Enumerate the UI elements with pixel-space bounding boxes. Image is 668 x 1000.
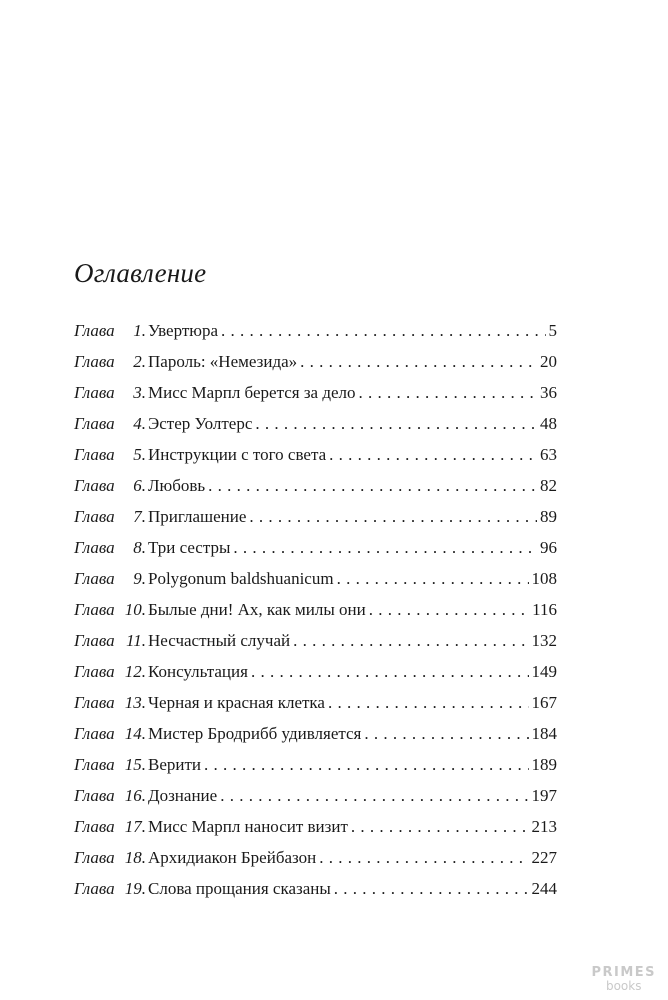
dot-leader (233, 532, 537, 563)
toc-entry (74, 408, 557, 439)
chapter-title: Слова прощания сказаны (148, 879, 331, 898)
chapter-number: 9. (133, 569, 146, 588)
chapter-label (74, 718, 148, 749)
chapter-word: Глава (74, 445, 115, 464)
chapter-label (74, 408, 148, 439)
page-number: 132 (531, 631, 557, 650)
chapter-word: Глава (74, 879, 115, 898)
toc-entry (74, 501, 557, 532)
chapter-number: 11. (126, 631, 146, 650)
dot-leader (337, 563, 529, 594)
toc-entry (74, 780, 557, 811)
chapter-title: Былые дни! Ах, как милы они (148, 600, 366, 619)
page-number: 227 (531, 848, 557, 867)
chapter-number: 7. (133, 507, 146, 526)
page-number: 20 (540, 352, 557, 371)
chapter-title: Любовь (148, 476, 206, 495)
toc-entry (74, 749, 557, 780)
chapter-number: 5. (133, 445, 146, 464)
chapter-title: Три сестры (148, 538, 231, 557)
dot-leader (300, 346, 537, 377)
chapter-number: 2. (133, 352, 146, 371)
dot-leader (251, 656, 529, 687)
chapter-word: Глава (74, 414, 115, 433)
page-number: 48 (540, 414, 557, 433)
chapter-word: Глава (74, 724, 115, 743)
page-number: 149 (531, 662, 557, 681)
chapter-word: Глава (74, 662, 115, 681)
chapter-title: Polygonum baldshuanicum (148, 569, 334, 588)
dot-leader (328, 687, 529, 718)
chapter-number: 8. (133, 538, 146, 557)
chapter-label (74, 687, 148, 718)
chapter-number: 16. (124, 786, 146, 805)
chapter-word: Глава (74, 383, 115, 402)
dot-leader (364, 718, 528, 749)
page-number: 108 (531, 569, 557, 588)
toc-entry (74, 718, 557, 749)
dot-leader (319, 842, 528, 873)
chapter-label (74, 656, 148, 687)
dot-leader (334, 873, 529, 904)
chapter-label (74, 563, 148, 594)
chapter-title: Дознание (148, 786, 218, 805)
chapter-number: 14. (124, 724, 146, 743)
chapter-label (74, 346, 148, 377)
toc-entry (74, 315, 557, 346)
chapter-label (74, 532, 148, 563)
chapter-title: Инструкции с того света (148, 445, 327, 464)
page-number: 82 (540, 476, 557, 495)
chapter-number: 4. (133, 414, 146, 433)
toc-entry (74, 439, 557, 470)
dot-leader (221, 315, 545, 346)
chapter-number: 17. (124, 817, 146, 836)
toc-entry (74, 873, 557, 904)
watermark-line2: books (605, 979, 642, 993)
toc-entry (74, 656, 557, 687)
chapter-title: Архидиакон Брейбазон (148, 848, 317, 867)
chapter-title: Увертюра (148, 321, 219, 340)
chapter-word: Глава (74, 476, 115, 495)
page-number: 167 (531, 693, 557, 712)
chapter-label (74, 749, 148, 780)
chapter-label (74, 470, 148, 501)
chapter-title: Мистер Бродрибб удивляется (148, 724, 362, 743)
chapter-title: Мисс Марпл наносит визит (148, 817, 348, 836)
chapter-word: Глава (74, 755, 115, 774)
chapter-word: Глава (74, 631, 115, 650)
page-number: 189 (531, 755, 557, 774)
dot-leader (359, 377, 537, 408)
chapter-title: Черная и красная клетка (148, 693, 325, 712)
chapter-label (74, 842, 148, 873)
chapter-number: 3. (133, 383, 146, 402)
chapter-word: Глава (74, 507, 115, 526)
chapter-label (74, 439, 148, 470)
table-of-contents (74, 315, 557, 904)
chapter-title: Эстер Уолтерс (148, 414, 253, 433)
page-number: 5 (548, 321, 557, 340)
dot-leader (351, 811, 529, 842)
toc-entry (74, 346, 557, 377)
dot-leader (255, 408, 537, 439)
toc-entry (74, 594, 557, 625)
chapter-number: 18. (124, 848, 146, 867)
chapter-label (74, 315, 148, 346)
chapter-title: Приглашение (148, 507, 247, 526)
page-number: 63 (540, 445, 557, 464)
chapter-word: Глава (74, 817, 115, 836)
chapter-label (74, 625, 148, 656)
chapter-word: Глава (74, 538, 115, 557)
chapter-label (74, 377, 148, 408)
chapter-word: Глава (74, 321, 115, 340)
page-number: 116 (532, 600, 557, 619)
toc-entry (74, 687, 557, 718)
chapter-number: 6. (133, 476, 146, 495)
chapter-label (74, 501, 148, 532)
dot-leader (208, 470, 537, 501)
page-title: Оглавление (74, 258, 207, 288)
toc-entry (74, 470, 557, 501)
page-number: 96 (540, 538, 557, 557)
page-number: 184 (531, 724, 557, 743)
chapter-word: Глава (74, 600, 115, 619)
dot-leader (204, 749, 528, 780)
chapter-title: Консультация (148, 662, 248, 681)
page-number: 244 (531, 879, 557, 898)
chapter-number: 12. (124, 662, 146, 681)
chapter-label (74, 780, 148, 811)
watermark-line1: PRIMES (591, 965, 656, 980)
chapter-label (74, 594, 148, 625)
toc-entry (74, 842, 557, 873)
chapter-number: 10. (124, 600, 146, 619)
chapter-word: Глава (74, 848, 115, 867)
chapter-number: 1. (133, 321, 146, 340)
page-number: 89 (540, 507, 557, 526)
page-number: 197 (531, 786, 557, 805)
toc-entry (74, 377, 557, 408)
dot-leader (293, 625, 528, 656)
chapter-label (74, 811, 148, 842)
chapter-word: Глава (74, 693, 115, 712)
dot-leader (329, 439, 537, 470)
chapter-number: 19. (124, 879, 146, 898)
chapter-number: 13. (124, 693, 146, 712)
chapter-title: Верити (148, 755, 202, 774)
chapter-number: 15. (124, 755, 146, 774)
chapter-title: Пароль: «Немезида» (148, 352, 298, 371)
chapter-title: Несчастный случай (148, 631, 291, 650)
chapter-word: Глава (74, 569, 115, 588)
page-number: 213 (531, 817, 557, 836)
dot-leader (249, 501, 537, 532)
chapter-word: Глава (74, 352, 115, 371)
chapter-word: Глава (74, 786, 115, 805)
page-number: 36 (540, 383, 557, 402)
toc-entry (74, 625, 557, 656)
dot-leader (220, 780, 528, 811)
chapter-label (74, 873, 148, 904)
toc-entry (74, 532, 557, 563)
toc-entry (74, 563, 557, 594)
watermark (591, 966, 656, 992)
dot-leader (369, 594, 529, 625)
chapter-title: Мисс Марпл берется за дело (148, 383, 356, 402)
toc-entry (74, 811, 557, 842)
